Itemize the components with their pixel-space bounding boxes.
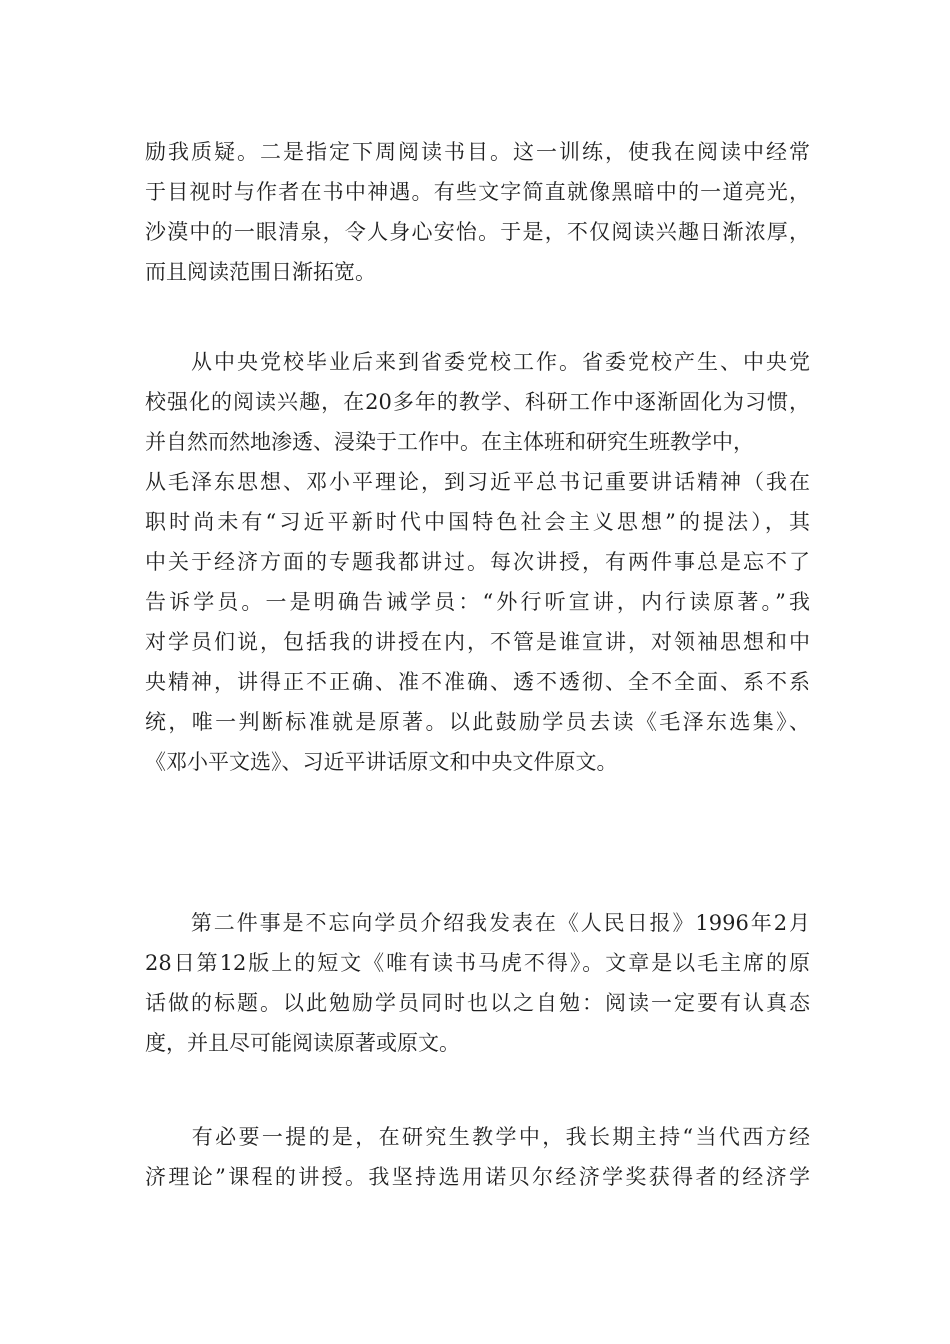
text-line: 从中央党校毕业后来到省委党校工作。省委党校产生、中央党 xyxy=(145,350,810,374)
text-line: 中关于经济方面的专题我都讲过。每次讲授，有两件事总是忘不了 xyxy=(145,550,810,574)
text-line: 有必要一提的是，在研究生教学中，我长期主持“当代西方经 xyxy=(145,1125,810,1149)
text-line: 济理论”课程的讲授。我坚持选用诺贝尔经济学奖获得者的经济学 xyxy=(145,1165,810,1189)
text-line: 对学员们说，包括我的讲授在内，不管是谁宣讲，对领袖思想和中 xyxy=(145,630,810,654)
text-line: 告诉学员。一是明确告诫学员：“外行听宣讲，内行读原著。”我 xyxy=(145,590,810,614)
paragraph-3 xyxy=(145,903,810,1063)
text-line: 统，唯一判断标准就是原著。以此鼓励学员去读《毛泽东选集》、 xyxy=(145,710,810,734)
text-line: 职时尚未有“习近平新时代中国特色社会主义思想”的提法），其 xyxy=(145,510,810,534)
text-line: 度，并且尽可能阅读原著或原文。 xyxy=(145,1031,460,1055)
paragraph-4 xyxy=(145,1117,810,1197)
text-line: 央精神，讲得正不正确、准不准确、透不透彻、全不全面、系不系 xyxy=(145,670,810,694)
text-line: 而且阅读范围日渐拓宽。 xyxy=(145,260,376,284)
text-line: 励我质疑。二是指定下周阅读书目。这一训练，使我在阅读中经常 xyxy=(145,140,810,164)
text-line: 于目视时与作者在书中神遇。有些文字简直就像黑暗中的一道亮光， xyxy=(145,180,810,204)
paragraph-2 xyxy=(145,342,810,782)
text-line: 第二件事是不忘向学员介绍我发表在《人民日报》1996年2月 xyxy=(145,911,810,935)
text-line: 从毛泽东思想、邓小平理论，到习近平总书记重要讲话精神（我在 xyxy=(145,470,810,494)
text-line: 校强化的阅读兴趣，在20多年的教学、科研工作中逐渐固化为习惯， xyxy=(145,390,810,414)
text-line: 28日第12版上的短文《唯有读书马虎不得》。文章是以毛主席的原 xyxy=(145,951,810,975)
paragraph-1 xyxy=(145,132,810,292)
text-line: 《邓小平文选》、习近平讲话原文和中央文件原文。 xyxy=(145,750,618,774)
text-line: 沙漠中的一眼清泉，令人身心安怡。于是，不仅阅读兴趣日渐浓厚， xyxy=(145,220,810,244)
text-line: 话做的标题。以此勉励学员同时也以之自勉：阅读一定要有认真态 xyxy=(145,991,810,1015)
text-line: 并自然而然地渗透、浸染于工作中。在主体班和研究生班教学中， xyxy=(145,430,754,454)
